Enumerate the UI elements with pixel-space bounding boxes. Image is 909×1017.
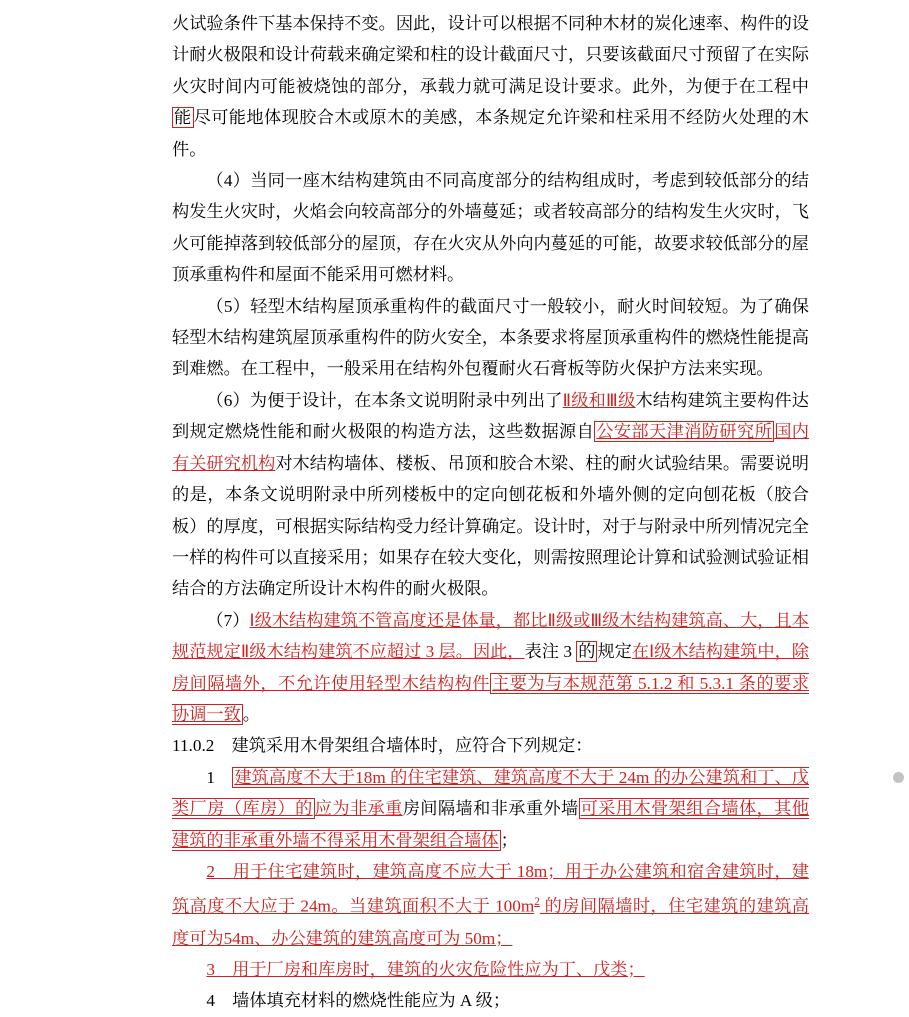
text-run: 规定 — [597, 642, 632, 662]
boxed-edit-run: 能 — [174, 108, 192, 128]
inserted-run: 3 用于厂房和库房时，建筑的火灾危险性应为丁、戊类； — [206, 959, 645, 979]
inserted-run: 国内有关研究机构 — [172, 422, 809, 473]
text-run: 房间隔墙和非承重外墙 — [402, 799, 579, 819]
inserted-run: 2 用于住宅建筑时，建筑高度不应大于 18m；用于办公建筑和宿舍建筑时，建筑高度不大应于 24m。当建筑面积不大于 100m — [172, 861, 809, 917]
text-run: 表注 3 — [524, 642, 577, 662]
text-run: 件。 — [172, 139, 207, 159]
page-left-margin — [0, 0, 65, 908]
clause-11-0-2-heading: 11.0.2 建筑采用木骨架组合墙体时，应符合下列规定： — [172, 736, 593, 756]
inserted-run: Ⅱ级和Ⅲ级 — [562, 390, 636, 410]
inserted-run: 在Ⅰ级木结构建筑中，除房间隔墙外，不允许使用轻型木结构构件 — [172, 642, 809, 693]
boxed-inserted-run: 主要为与本规范第 5.1.2 和 5.3.1 条的要求协调一致 — [172, 673, 809, 724]
clause-item-3 — [172, 954, 809, 985]
inserted-run: 的房间隔墙时，住宅建筑的建筑高度可为54m、办公建筑的建筑高度可为 50m； — [172, 897, 809, 948]
text-run: 1 — [206, 767, 233, 787]
paragraph-1 — [172, 8, 809, 165]
text-run: 。 — [242, 704, 260, 724]
clause-item-4: 4 墙体填充材料的燃烧性能应为 A 级； — [206, 991, 511, 1011]
text-run: 火灾时间内可能被烧蚀的部分，承载力就可满足设计要求。此外，为便于在工程中 — [172, 76, 809, 96]
text-run: （6）为便于设计，在本条文说明附录中列出了 — [206, 390, 563, 410]
inserted-run: Ⅰ级木结构建筑不管高度还是体量，都比Ⅱ级或Ⅲ级木结构建筑高、大，且本规范规定Ⅱ级木结构建筑不应超过 3 层。因此， — [172, 610, 809, 662]
text-run: 尽可能地体现胶合木或原木的美感，本条规定允许梁和柱采用不经防火处理的木 — [193, 108, 809, 128]
scroll-indicator-dot[interactable] — [893, 772, 904, 783]
paragraph-2: （4）当同一座木结构建筑由不同高度部分的结构组成时，考虑到较低部分的结构发生火灾时，火焰会向较高部分的外墙蔓延；或者较高部分的结构发生火灾时，飞火可能掉落到较低部分的屋顶，存在火灾从外向内蔓延的可能，故要求较低部分的屋顶承重构件和屋面不能采用可燃材料。 — [172, 171, 809, 285]
text-run: （7） — [206, 610, 250, 630]
boxed-inserted-run: 公安部天津消防研究所 — [596, 422, 773, 442]
boxed-inserted-run: 建筑高度不大于18m 的住宅建筑、建筑高度不大于 24m 的办公建筑和丁、戊类厂房（库房）的 — [172, 767, 809, 819]
paragraph-5 — [172, 605, 809, 731]
boxed-inserted-run: 可采用木骨架组合墙体，其他建筑的非承重外墙不得采用木骨架组合墙体 — [172, 799, 809, 850]
superscript-run: 2 — [534, 896, 540, 909]
text-run: ； — [500, 830, 518, 850]
text-run: 木结构建筑主要构件达到规定燃烧性能和耐火极限的构造方法，这些数据源自 — [172, 390, 809, 442]
paragraph-4 — [172, 385, 809, 605]
document-text-column — [64, 0, 909, 1011]
inserted-run: 应为非承重 — [314, 799, 403, 819]
clause-item-2 — [172, 856, 809, 954]
clause-item-1 — [172, 762, 809, 856]
paragraph-3: （5）轻型木结构屋顶承重构件的截面尺寸一般较小，耐火时间较短。为了确保轻型木结构建筑屋顶承重构件的防火安全，本条要求将屋顶承重构件的燃烧性能提高到难燃。在工程中，一般采用在结构外包覆耐火石膏板等防火保护方法来实现。 — [172, 296, 809, 379]
text-run: 对木结构墙体、楼板、吊顶和胶合木梁、柱的耐火试验结果。需要说明的是，本条文说明附录中所列楼板中的定向刨花板和外墙外侧的定向刨花板（胶合板）的厚度，可根据实际结构受力经计算确定。设计时，对于与附录中所列情况完全一样的构件可以直接采用；如果存在较大变化，则需按照理论计算和试验测试验证相结合的方法确定所设计木构件的耐火极限。 — [172, 453, 809, 599]
text-run: 计耐火极限和设计荷载来确定梁和柱的设计截面尺寸，只要该截面尺寸预留了在实际 — [172, 45, 809, 65]
text-run: 火试验条件下基本保持不变。因此，设计可以根据不同种木材的炭化速率、构件的设 — [172, 14, 809, 33]
boxed-edit-run: 的 — [578, 642, 596, 662]
